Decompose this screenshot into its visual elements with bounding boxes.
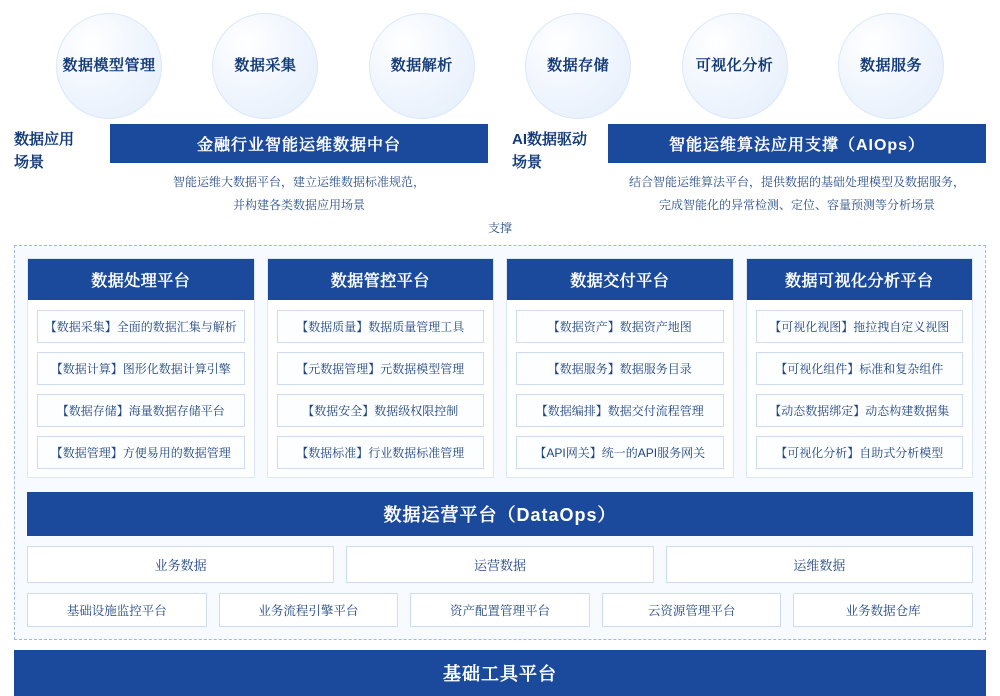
list-item[interactable]: 【数据标准】行业数据标准管理 (277, 436, 485, 469)
bubble-label: 数据服务 (859, 56, 922, 74)
scenario-description-line1: 智能运维大数据平台，建立运维数据标准规范， (172, 175, 425, 189)
scenario-title[interactable]: 金融行业智能运维数据中台 (110, 124, 488, 163)
list-item[interactable]: 运营数据 (346, 546, 653, 583)
support-connector (0, 219, 1000, 241)
dataops-title[interactable]: 数据运营平台（DataOps） (27, 492, 973, 536)
platform-data-processing (27, 258, 255, 478)
list-item[interactable]: 【可视化视图】拖拉拽自定义视图 (756, 310, 964, 343)
scenario-body (110, 124, 488, 217)
list-item[interactable]: 【数据服务】数据服务目录 (516, 352, 724, 385)
list-item[interactable]: 【数据编排】数据交付流程管理 (516, 394, 724, 427)
bubble-label: 数据解析 (390, 56, 453, 74)
base-tool-platform[interactable]: 基础工具平台 (14, 650, 986, 696)
platform-data-governance (267, 258, 495, 478)
bubble-data-storage[interactable] (525, 13, 631, 119)
list-item[interactable]: 【数据质量】数据质量管理工具 (277, 310, 485, 343)
list-item[interactable]: 云资源管理平台 (602, 593, 782, 627)
platform-title[interactable]: 数据管控平台 (268, 259, 494, 300)
platform-item-list (747, 300, 973, 477)
scenario-description-line1: 结合智能运维算法平台，提供数据的基础处理模型及数据服务， (628, 175, 965, 189)
scenario-title[interactable]: 智能运维算法应用支撑（AIOps） (608, 124, 986, 163)
platform-title[interactable]: 数据处理平台 (28, 259, 254, 300)
dataops-domain-row (27, 546, 973, 583)
scenario-ai-data-driven (512, 124, 986, 217)
bubble-label: 数据模型管理 (62, 56, 156, 74)
platform-item-list (507, 300, 733, 477)
scenario-description-line2: 完成智能化的异常检测、定位、容量预测等分析场景 (658, 197, 935, 212)
scenario-side-label-line2: 场景 (512, 154, 543, 172)
bubble-visual-analysis[interactable] (682, 13, 788, 119)
bubble-data-parsing[interactable] (369, 13, 475, 119)
bubble-data-collection[interactable] (212, 13, 318, 119)
list-item[interactable]: 【数据计算】图形化数据计算引擎 (37, 352, 245, 385)
scenario-side-label (14, 124, 110, 217)
list-item[interactable]: 【数据安全】数据级权限控制 (277, 394, 485, 427)
list-item[interactable]: 业务数据仓库 (793, 593, 973, 627)
list-item[interactable]: 【数据管理】方便易用的数据管理 (37, 436, 245, 469)
platform-data-visualization (746, 258, 974, 478)
list-item[interactable]: 业务数据 (27, 546, 334, 583)
bubble-label: 数据存储 (547, 56, 610, 74)
list-item[interactable]: 【数据采集】全面的数据汇集与解析 (37, 310, 245, 343)
scenario-side-label-line1: 数据应用 (14, 131, 75, 148)
scenario-side-label (512, 124, 608, 217)
bubble-data-service[interactable] (838, 13, 944, 119)
scenario-body (608, 124, 986, 217)
scenario-description-line2: 并构建各类数据应用场景 (232, 197, 365, 212)
scenario-description (608, 163, 986, 217)
platform-area (14, 245, 986, 640)
platform-columns (27, 258, 973, 478)
list-item[interactable]: 【元数据管理】元数据模型管理 (277, 352, 485, 385)
scenario-data-application (14, 124, 488, 217)
bubble-label: 数据采集 (234, 56, 297, 74)
dataops-source-row (27, 593, 973, 627)
list-item[interactable]: 资产配置管理平台 (410, 593, 590, 627)
list-item[interactable]: 【API网关】统一的API服务网关 (516, 436, 724, 469)
list-item[interactable]: 【可视化组件】标准和复杂组件 (756, 352, 964, 385)
platform-title[interactable]: 数据交付平台 (507, 259, 733, 300)
platform-item-list (28, 300, 254, 477)
list-item[interactable]: 基础设施监控平台 (27, 593, 207, 627)
platform-title[interactable]: 数据可视化分析平台 (747, 259, 973, 300)
list-item[interactable]: 运维数据 (666, 546, 973, 583)
capability-bubble-row (0, 0, 1000, 120)
list-item[interactable]: 【数据存储】海量数据存储平台 (37, 394, 245, 427)
scenario-description (110, 163, 488, 217)
list-item[interactable]: 业务流程引擎平台 (219, 593, 399, 627)
list-item[interactable]: 【动态数据绑定】动态构建数据集 (756, 394, 964, 427)
list-item[interactable]: 【数据资产】数据资产地图 (516, 310, 724, 343)
bubble-data-model-management[interactable] (56, 13, 162, 119)
scenario-side-label-line1: AI数据驱动 (512, 131, 588, 148)
list-item[interactable]: 【可视化分析】自助式分析模型 (756, 436, 964, 469)
support-connector-label: 支撑 (482, 221, 518, 235)
platform-item-list (268, 300, 494, 477)
scenario-side-label-line2: 场景 (14, 154, 45, 172)
scenario-band (0, 124, 1000, 217)
bubble-label: 可视化分析 (695, 56, 774, 74)
platform-data-delivery (506, 258, 734, 478)
